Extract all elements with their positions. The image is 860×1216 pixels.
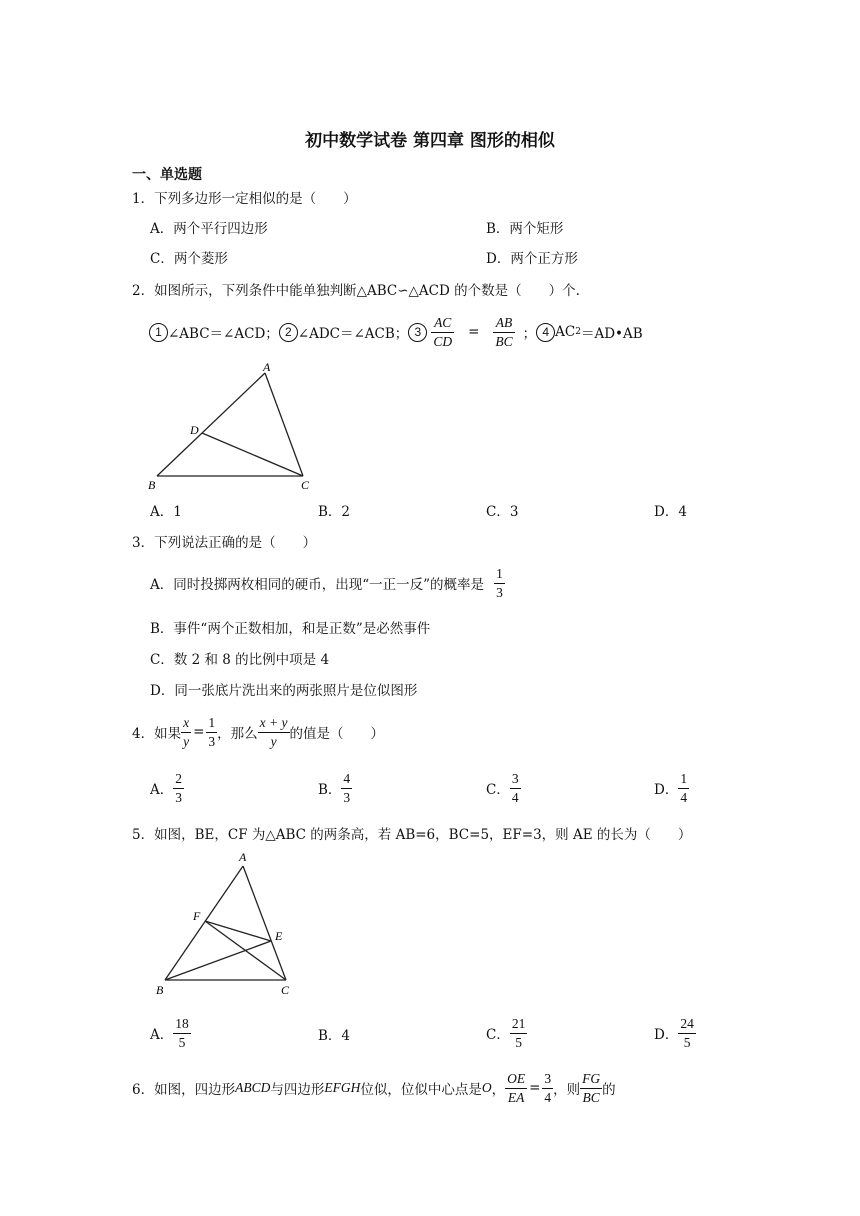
- q6-mid2: 位似，位似中心点是: [360, 1082, 482, 1098]
- label-c: C: [301, 478, 310, 492]
- fraction-denominator: BC: [582, 1089, 600, 1105]
- q2-condition-2: ∠ADC＝∠ACB；: [297, 326, 409, 342]
- fraction-numerator: OE: [505, 1071, 527, 1089]
- q5-option-a: [150, 1011, 191, 1055]
- fraction-denominator: CD: [433, 333, 453, 349]
- fraction-one-third: [494, 566, 505, 601]
- label-b: B: [148, 478, 156, 492]
- fraction-numerator: x + y: [258, 715, 290, 733]
- q4-option-a: [150, 766, 184, 810]
- label-d: D: [190, 423, 199, 437]
- fraction-one-third: [206, 715, 217, 750]
- label-e: E: [275, 929, 283, 943]
- fraction-denominator: 3: [208, 733, 216, 749]
- q3-option-d: D．同一张底片洗出来的两张照片是位似图形: [150, 683, 418, 699]
- fraction-denominator: 3: [175, 789, 182, 805]
- fraction-numerator: 3: [542, 1071, 553, 1089]
- equals-sign: =: [468, 324, 480, 340]
- section-heading: 一、单选题: [132, 167, 202, 183]
- option-label: D．: [654, 782, 679, 798]
- fraction-numerator: x: [181, 715, 191, 733]
- label-b: B: [156, 983, 164, 997]
- fraction-denominator: 5: [173, 1033, 191, 1051]
- label-a: A: [239, 850, 247, 864]
- circled-number-3: 3: [408, 323, 427, 342]
- superscript: 2: [575, 327, 581, 337]
- fraction-numerator: AC: [431, 315, 454, 333]
- fraction-numerator: 1: [496, 565, 503, 581]
- fraction-numerator: 1: [206, 715, 217, 733]
- q1-option-a: A．两个平行四边形: [150, 221, 268, 237]
- q4-option-c: [486, 766, 521, 810]
- page-title: 初中数学试卷 第四章 图形的相似: [305, 131, 555, 151]
- q4-option-d: [654, 766, 689, 810]
- q1-option-d: D．两个正方形: [486, 251, 578, 267]
- q3-option-b: B．事件“两个正数相加，和是正数”是必然事件: [150, 621, 431, 637]
- fraction-numerator: 18: [175, 1015, 189, 1031]
- fraction-denominator: 5: [678, 1033, 696, 1051]
- segment-be: [165, 941, 271, 980]
- q6-comma: ，: [491, 1082, 506, 1098]
- label-f: F: [193, 909, 201, 923]
- fraction-denominator: 3: [343, 789, 351, 805]
- segment-fe: [205, 921, 271, 941]
- question-5-stem: 5．如图，BE，CF 为△ABC 的两条高，若 AB=6，BC=5，EF=3，则 AE 的长为（ ）: [132, 827, 692, 843]
- q3-option-c: C．数 2 和 8 的比例中项是 4: [150, 652, 330, 668]
- q6-post: 的: [602, 1082, 616, 1098]
- fraction-numerator: 1: [680, 770, 688, 786]
- option-label: A．: [150, 1027, 174, 1043]
- fraction-ac-cd: [431, 315, 454, 350]
- fraction-denominator: 5: [510, 1033, 528, 1051]
- option-label: C．: [486, 782, 510, 798]
- q6-mid1: 与四边形: [270, 1082, 325, 1098]
- q4-stem-mid: ，那么: [217, 726, 258, 742]
- q6-mid3: ，则: [553, 1082, 581, 1098]
- fraction-denominator: y: [270, 733, 277, 749]
- q2-condition-1: ∠ABC＝∠ACD；: [168, 326, 279, 342]
- question-2-stem: 2．如图所示，下列条件中能单独判断△ABC∽△ACD 的个数是（ ）个.: [132, 283, 580, 299]
- equals-sign: =: [529, 1080, 541, 1096]
- fraction-numerator: 3: [511, 770, 519, 786]
- q2-conditions: [149, 310, 643, 354]
- q4-stem-post: 的值是（ ）: [289, 726, 384, 742]
- fraction-denominator: EA: [507, 1089, 525, 1105]
- q4-stem-pre: 4．如果: [132, 726, 182, 742]
- question-4-stem: [132, 710, 384, 754]
- separator: ；: [522, 326, 537, 342]
- q4-option-b: [318, 766, 352, 810]
- fraction-numerator: 2: [175, 770, 182, 786]
- q1-option-c: C．两个菱形: [150, 251, 228, 267]
- question-6-stem: [132, 1066, 616, 1110]
- equals-sign: =: [193, 724, 205, 740]
- fraction-denominator: 4: [680, 789, 688, 805]
- q6-efgh: EFGH: [324, 1080, 361, 1095]
- fraction-x-y: [181, 715, 191, 750]
- circled-number-4: 4: [536, 323, 555, 342]
- circled-number-1: 1: [149, 323, 168, 342]
- label-c: C: [281, 983, 290, 997]
- q6-o: O: [481, 1080, 492, 1095]
- q5-option-b: B．4: [318, 1028, 351, 1044]
- option-label: C．: [486, 1027, 510, 1043]
- q1-option-b: B．两个矩形: [486, 221, 564, 237]
- circled-number-2: 2: [279, 323, 298, 342]
- fraction-denominator: BC: [495, 333, 513, 349]
- segment-ab: [157, 373, 265, 476]
- q2-option-a: A．1: [150, 504, 182, 520]
- fraction-denominator: y: [183, 733, 190, 749]
- fraction-numerator: 24: [680, 1015, 694, 1031]
- question-3-stem: 3．下列说法正确的是（ ）: [132, 535, 317, 551]
- question-1-stem: 1．下列多边形一定相似的是（ ）: [132, 191, 357, 207]
- q3-option-a: [150, 561, 505, 605]
- q3-option-a-text: A．同时投掷两枚相同的硬币，出现“一正一反”的概率是: [150, 577, 485, 593]
- q2-option-d: D．4: [654, 504, 687, 520]
- fraction-numerator: FG: [580, 1071, 602, 1089]
- fraction-numerator: AB: [493, 315, 514, 333]
- q5-option-c: [486, 1011, 527, 1055]
- q2-option-c: C．3: [486, 504, 519, 520]
- segment-ab: [165, 866, 243, 980]
- q2-condition-4-post: ＝AD•AB: [580, 326, 643, 342]
- option-fraction: [510, 1016, 528, 1051]
- fraction-xplusy-y: [258, 715, 290, 750]
- label-a: A: [263, 360, 271, 374]
- fraction-denominator: 3: [496, 584, 503, 600]
- option-fraction: [678, 771, 689, 806]
- triangle-figure-q2: [145, 358, 320, 493]
- option-fraction: [173, 1016, 191, 1051]
- segment-fc: [205, 921, 286, 980]
- triangle-figure-q5: [150, 848, 310, 1000]
- option-label: B．: [318, 782, 342, 798]
- fraction-three-fourths: [542, 1071, 553, 1106]
- option-fraction: [678, 1016, 696, 1051]
- option-fraction: [510, 771, 521, 806]
- option-fraction: [341, 771, 352, 806]
- option-label: D．: [654, 1027, 679, 1043]
- segment-ac: [243, 866, 286, 980]
- fraction-numerator: 4: [343, 770, 351, 786]
- segment-ac: [265, 373, 303, 476]
- fraction-denominator: 4: [511, 789, 519, 805]
- q2-option-b: B．2: [318, 504, 351, 520]
- fraction-numerator: 21: [511, 1015, 526, 1031]
- q6-stem-pre: 6．如图，四边形: [132, 1082, 236, 1098]
- fraction-oe-ea: [505, 1071, 527, 1106]
- fraction-denominator: 4: [544, 1089, 552, 1105]
- q5-option-d: [654, 1011, 696, 1055]
- fraction-fg-bc: [580, 1071, 602, 1106]
- fraction-ab-bc: [493, 315, 514, 350]
- option-fraction: [173, 771, 184, 806]
- segment-dc: [202, 433, 303, 476]
- q6-abcd: ABCD: [235, 1080, 271, 1095]
- option-label: A．: [150, 782, 174, 798]
- q2-condition-4-pre: AC: [555, 324, 576, 340]
